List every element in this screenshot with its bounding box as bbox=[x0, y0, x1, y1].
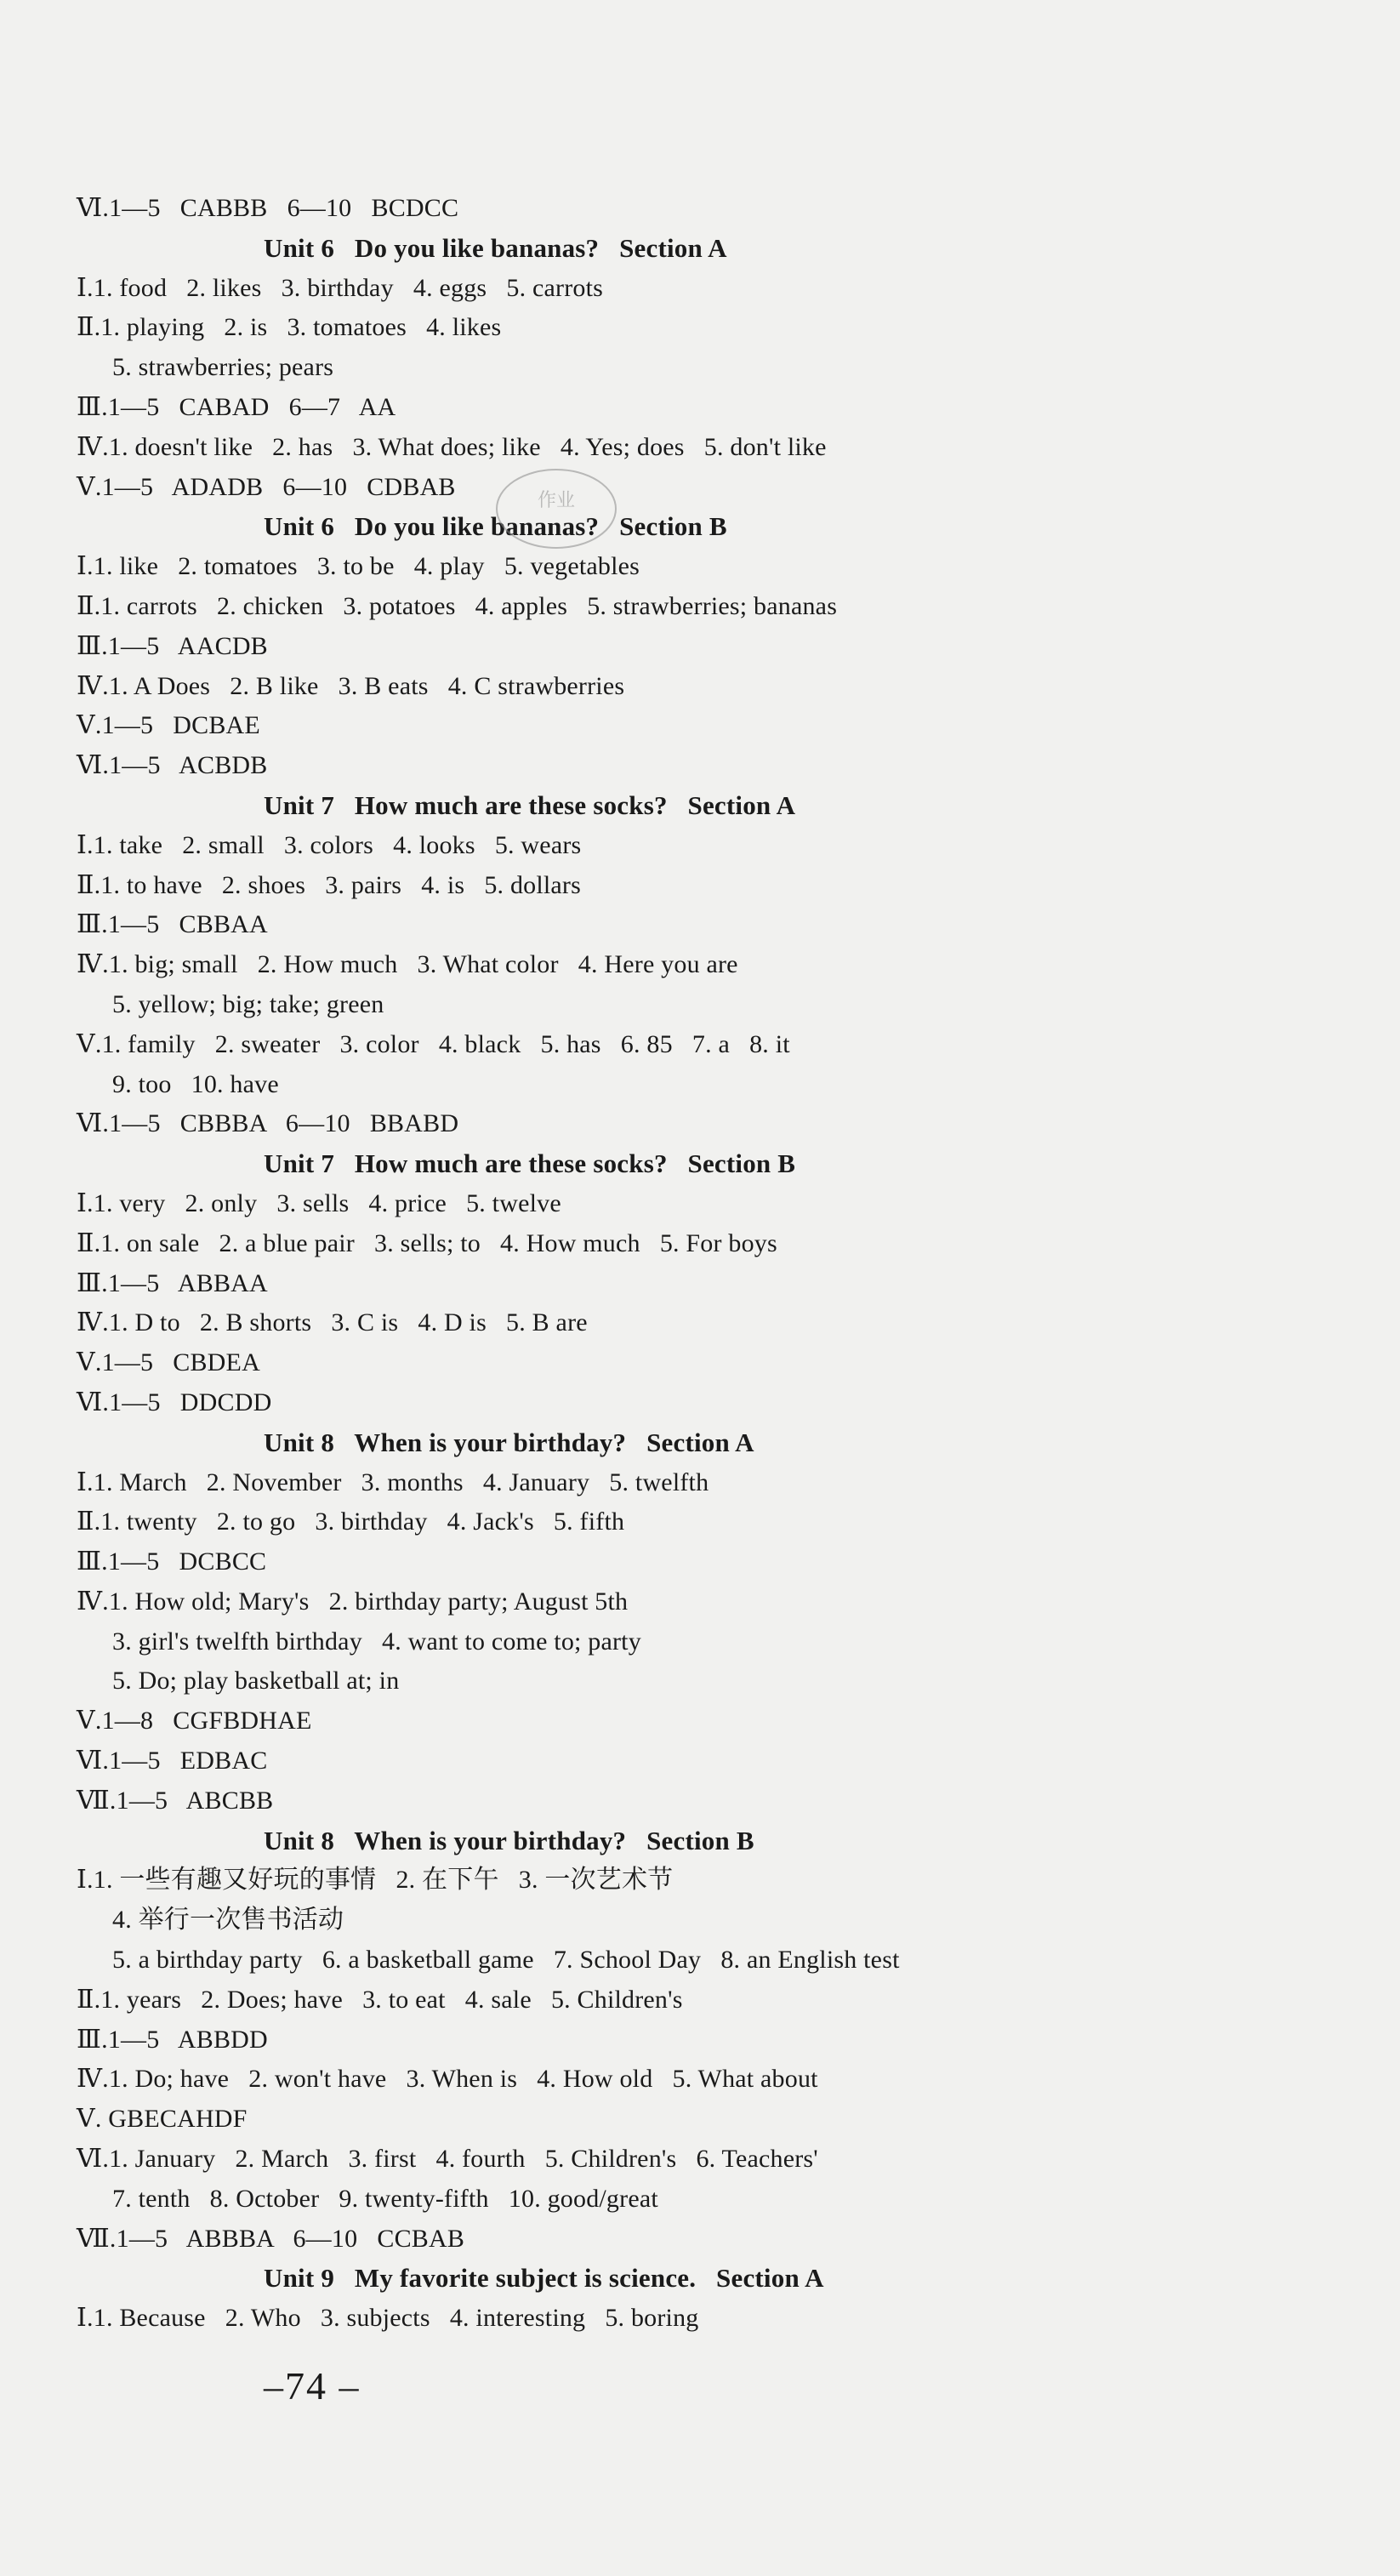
answer-line: Ⅱ.1. years 2. Does; have 3. to eat 4. sale 5. Children's bbox=[77, 1985, 683, 2014]
section-heading-text: Unit 7 How much are these socks? Section B bbox=[264, 1148, 796, 1179]
answer-line: Ⅳ.1. A Does 2. B like 3. B eats 4. C strawberries bbox=[77, 671, 625, 700]
answer-line-continued: 9. too 10. have bbox=[112, 1069, 279, 1098]
answer-line: Ⅲ.1—5 CBBAA bbox=[77, 910, 268, 939]
answer-line: Ⅶ.1—5 ABCBB bbox=[77, 1786, 274, 1815]
answer-line: Ⅰ.1. food 2. likes 3. birthday 4. eggs 5. carrots bbox=[77, 273, 603, 302]
answer-line: Ⅳ.1. doesn't like 2. has 3. What does; like 4. Yes; does 5. don't like bbox=[77, 432, 827, 461]
section-heading-text: Unit 8 When is your birthday? Section A bbox=[264, 1427, 754, 1457]
answer-list bbox=[77, 189, 1318, 2339]
answer-line-continued: 5. a birthday party 6. a basketball game 7. School Day 8. an English test bbox=[112, 1946, 900, 1975]
answer-line: Ⅵ.1—5 EDBAC bbox=[77, 1747, 268, 1775]
answer-line: Ⅱ.1. playing 2. is 3. tomatoes 4. likes bbox=[77, 313, 502, 342]
section-heading-text: Unit 7 How much are these socks? Section A bbox=[264, 789, 796, 820]
section-heading bbox=[77, 1821, 1318, 1861]
section-heading bbox=[77, 1423, 1318, 1463]
answer-line-continued: 5. Do; play basketball at; in bbox=[112, 1667, 400, 1695]
answer-line: Ⅶ.1—5 ABBBA 6—10 CCBAB bbox=[77, 2224, 465, 2253]
answer-line: Ⅰ.1. March 2. November 3. months 4. January 5. twelfth bbox=[77, 1468, 709, 1496]
stamp-text: 作业 bbox=[537, 490, 576, 511]
answer-line: Ⅱ.1. to have 2. shoes 3. pairs 4. is 5. dollars bbox=[77, 870, 581, 899]
answer-line: Ⅴ.1—8 CGFBDHAE bbox=[77, 1707, 312, 1735]
answer-line: Ⅱ.1. carrots 2. chicken 3. potatoes 4. apples 5. strawberries; bananas bbox=[77, 591, 838, 620]
answer-line: Ⅴ.1—5 DCBAE bbox=[77, 711, 260, 740]
section-heading-text: Unit 9 My favorite subject is science. Section A bbox=[264, 2263, 824, 2294]
answer-line: Ⅴ.1. family 2. sweater 3. color 4. black 5. has 6. 85 7. a 8. it bbox=[77, 1029, 790, 1058]
answer-line: Ⅲ.1—5 DCBCC bbox=[77, 1547, 267, 1576]
answer-line: Ⅵ.1. January 2. March 3. first 4. fourth 5. Children's 6. Teachers' bbox=[77, 2145, 818, 2174]
answer-line: Ⅵ.1—5 CABBB 6—10 BCDCC bbox=[77, 194, 459, 222]
answer-line-continued: 3. girl's twelfth birthday 4. want to come to; party bbox=[112, 1627, 641, 1656]
section-heading bbox=[77, 229, 1318, 269]
answer-line: Ⅴ. GBECAHDF bbox=[77, 2105, 248, 2134]
answer-line-continued: 5. yellow; big; take; green bbox=[112, 989, 384, 1018]
answer-line-continued: 5. strawberries; pears bbox=[112, 353, 334, 382]
answer-line: Ⅴ.1—5 ADADB 6—10 CDBAB bbox=[77, 472, 456, 501]
answer-line: Ⅲ.1—5 ABBDD bbox=[77, 2025, 268, 2054]
answer-line: Ⅴ.1—5 CBDEA bbox=[77, 1348, 260, 1377]
answer-line: Ⅲ.1—5 AACDB bbox=[77, 631, 268, 660]
answer-line: Ⅵ.1—5 CBBBA 6—10 BBABD bbox=[77, 1109, 459, 1138]
answer-line: Ⅲ.1—5 CABAD 6—7 AA bbox=[77, 392, 396, 421]
answer-line: Ⅰ.1. Because 2. Who 3. subjects 4. interesting 5. boring bbox=[77, 2304, 699, 2333]
answer-line: Ⅲ.1—5 ABBAA bbox=[77, 1268, 268, 1297]
answer-line: Ⅰ.1. take 2. small 3. colors 4. looks 5. wears bbox=[77, 830, 582, 859]
section-heading-text: Unit 6 Do you like bananas? Section B bbox=[264, 511, 727, 542]
answer-line-continued: 7. tenth 8. October 9. twenty-fifth 10. good/great bbox=[112, 2184, 658, 2213]
answer-line-continued: 4. 举行一次售书活动 bbox=[112, 1906, 344, 1935]
answer-line: Ⅱ.1. twenty 2. to go 3. birthday 4. Jack's 5. fifth bbox=[77, 1507, 625, 1536]
section-heading bbox=[77, 2259, 1318, 2299]
answer-line: Ⅰ.1. very 2. only 3. sells 4. price 5. twelve bbox=[77, 1188, 561, 1217]
answer-line: Ⅰ.1. like 2. tomatoes 3. to be 4. play 5. vegetables bbox=[77, 552, 640, 581]
answer-line: Ⅰ.1. 一些有趣又好玩的事情 2. 在下午 3. 一次艺术节 bbox=[77, 1866, 674, 1895]
section-heading-text: Unit 6 Do you like bananas? Section A bbox=[264, 232, 727, 263]
answer-line: Ⅵ.1—5 DDCDD bbox=[77, 1388, 272, 1416]
answer-line: Ⅳ.1. How old; Mary's 2. birthday party; August 5th bbox=[77, 1587, 629, 1616]
answer-line: Ⅳ.1. Do; have 2. won't have 3. When is 4. How old 5. What about bbox=[77, 2065, 818, 2094]
answer-line: Ⅳ.1. D to 2. B shorts 3. C is 4. D is 5. B are bbox=[77, 1308, 588, 1337]
answer-line: Ⅱ.1. on sale 2. a blue pair 3. sells; to 4. How much 5. For boys bbox=[77, 1228, 777, 1257]
section-heading bbox=[77, 786, 1318, 826]
page-number: –74 – bbox=[264, 2364, 361, 2408]
answer-line: Ⅳ.1. big; small 2. How much 3. What color 4. Here you are bbox=[77, 950, 738, 979]
section-heading bbox=[77, 507, 1318, 547]
section-heading-text: Unit 8 When is your birthday? Section B bbox=[264, 1825, 754, 1855]
answer-line: Ⅵ.1—5 ACBDB bbox=[77, 751, 268, 780]
section-heading bbox=[77, 1144, 1318, 1184]
